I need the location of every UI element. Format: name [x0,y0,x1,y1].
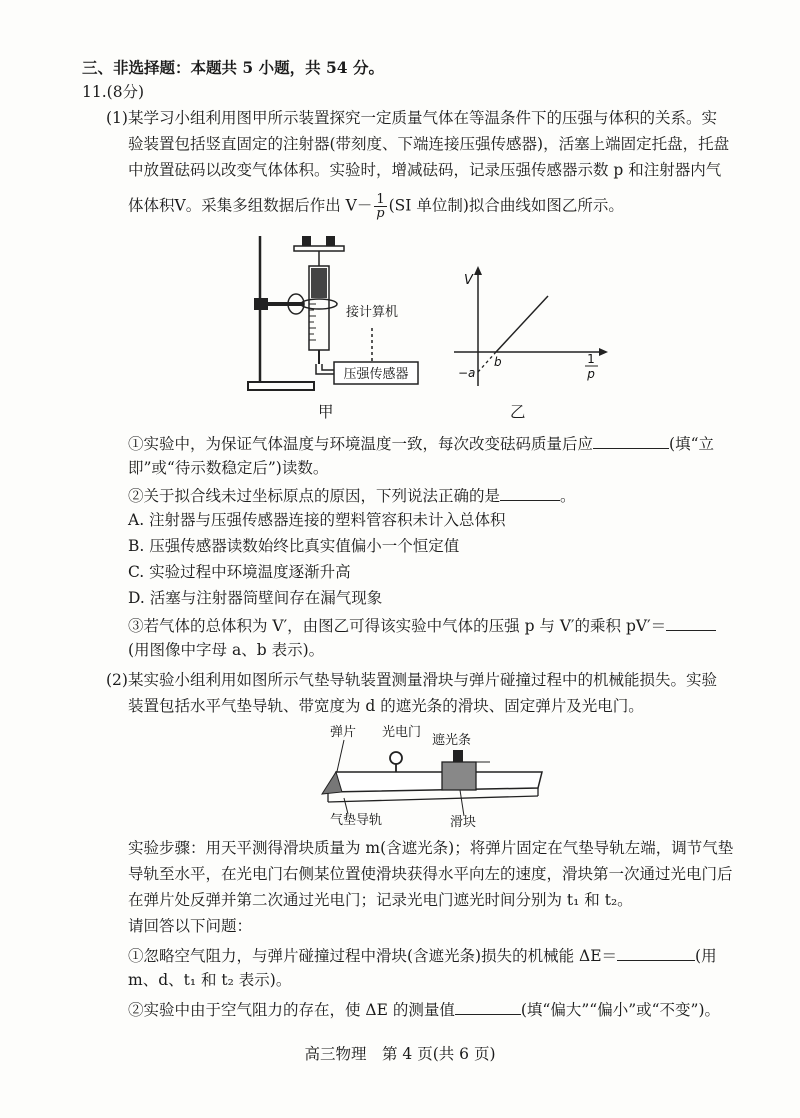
part1-q3-a: ③若气体的总体积为 V′，由图乙可得该实验中气体的压强 p 与 V′的乘积 pV′＝ [128,617,667,635]
part1-line3: 中放置砝码以改变气体体积。实验时，增减砝码，记录压强传感器示数 p 和注射器内气 [128,161,722,179]
option-c: C. 实验过程中环境温度逐渐升高 [128,563,351,581]
intercept-b: b [494,355,502,369]
fit-line [496,296,548,352]
connecting-tube [316,364,334,374]
part1-q3-cont: (用图像中字母 a、b 表示)。 [128,641,325,659]
part2-q1-b: (用 [695,947,717,965]
part1-q2-end: 。 [560,487,576,505]
label-gate: 光电门 [382,725,422,740]
part1-q2 [128,484,576,506]
label-track: 气垫导轨 [330,813,383,828]
answer-blank-3[interactable] [666,614,716,631]
part1-line4 [128,193,624,220]
option-b: B. 压强传感器读数始终比真实值偏小一个恒定值 [128,537,460,555]
weight-left [302,236,311,246]
label-spring: 弹片 [330,725,357,740]
intercept-neg-a: −a [458,366,476,380]
part1-q2-text: ②关于拟合线未过坐标原点的原因，下列说法正确的是 [128,487,501,505]
fraction-1-over-p [374,193,386,220]
part1-q3 [128,614,716,636]
stand-base [248,382,314,390]
answer-blank-4[interactable] [617,944,695,961]
graph-x-label-num: 1 [587,352,595,366]
part1-line4-a: 体体积V。采集多组数据后作出 V－ [128,196,373,215]
stand-clamp [254,298,268,310]
part2-steps-2: 导轨至水平，在光电门右侧某位置使滑块获得水平向左的速度，滑块第一次通过光电门后 [128,865,733,883]
label-strip: 遮光条 [432,733,472,748]
slider-block [442,762,476,790]
answer-blank-2[interactable] [500,484,560,501]
tray [294,246,344,251]
part2-q2 [128,998,720,1020]
part1-q1-b: (填“立 [669,435,714,453]
page-footer: 高三物理 第 4 页(共 6 页) [304,1045,496,1063]
part1-line2: 验装置包括竖直固定的注射器(带刻度、下端连接压强传感器)，活塞上端固定托盘，托盘 [128,135,730,153]
computer-label: 接计算机 [345,305,399,320]
part1-line4-b: (SI 单位制)拟合曲线如图乙所示。 [388,196,624,215]
part2-steps-3: 在弹片处反弹并第二次通过光电门；记录光电门遮光时间分别为 t₁ 和 t₂。 [128,891,633,909]
fraction-denominator: p [376,206,385,221]
part2-line1: (2)某实验小组利用如图所示气垫导轨装置测量滑块与弹片碰撞过程中的机械能损失。实验 [106,671,717,689]
part1-q1-a: ①实验中，为保证气体温度与环境温度一致，每次改变砝码质量后应 [128,435,594,453]
part2-q2-b: (填“偏大”“偏小”或“不变”)。 [520,1001,721,1019]
figure-jia-apparatus [238,232,428,400]
graph-x-label-den: p [587,367,595,381]
part2-q1-a: ①忽略空气阻力，与弹片碰撞过程中滑块(含遮光条)损失的机械能 ΔE＝ [128,947,618,965]
question-number: 11.(8分) [82,83,145,101]
air-track-rail [328,772,542,792]
part2-line2: 装置包括水平气垫导轨、带宽度为 d 的遮光条的滑块、固定弹片及光电门。 [128,697,644,715]
weight-right [326,236,335,246]
part2-q2-a: ②实验中由于空气阻力的存在，使 ΔE 的测量值 [128,1001,455,1019]
photogate [390,752,402,764]
fraction-numerator: 1 [376,192,385,207]
part2-steps-1: 实验步骤：用天平测得滑块质量为 m(含遮光条)；将弹片固定在气垫导轨左端，调节气垫 [128,839,734,857]
figure-yi-graph [440,262,615,392]
part1-q1-cont: 即”或“待示数稳定后”)读数。 [128,459,329,477]
pressure-sensor-label: 压强传感器 [343,367,409,382]
part2-q1 [128,944,717,966]
option-a: A. 注射器与压强传感器连接的塑料管容积未计入总体积 [128,511,506,529]
part1-line1: (1)某学习小组利用图甲所示装置探究一定质量气体在等温条件下的压强与体积的关系。实 [106,109,717,127]
part1-q1 [128,432,714,454]
light-shield-strip [453,750,463,762]
option-d: D. 活塞与注射器筒壁间存在漏气现象 [128,589,383,607]
answer-blank-5[interactable] [455,998,521,1015]
answer-blank-1[interactable] [593,432,669,449]
label-slider: 滑块 [450,815,477,830]
part2-q1-cont: m、d、t₁ 和 t₂ 表示)。 [128,971,292,989]
section-title: 三、非选择题：本题共 5 小题，共 54 分。 [82,58,384,77]
figure-air-track [300,720,550,830]
figure-yi-caption: 乙 [510,403,526,421]
graph-y-label: V [464,273,473,288]
part2-prompt: 请回答以下问题： [128,917,253,935]
figure-jia-caption: 甲 [318,403,334,421]
